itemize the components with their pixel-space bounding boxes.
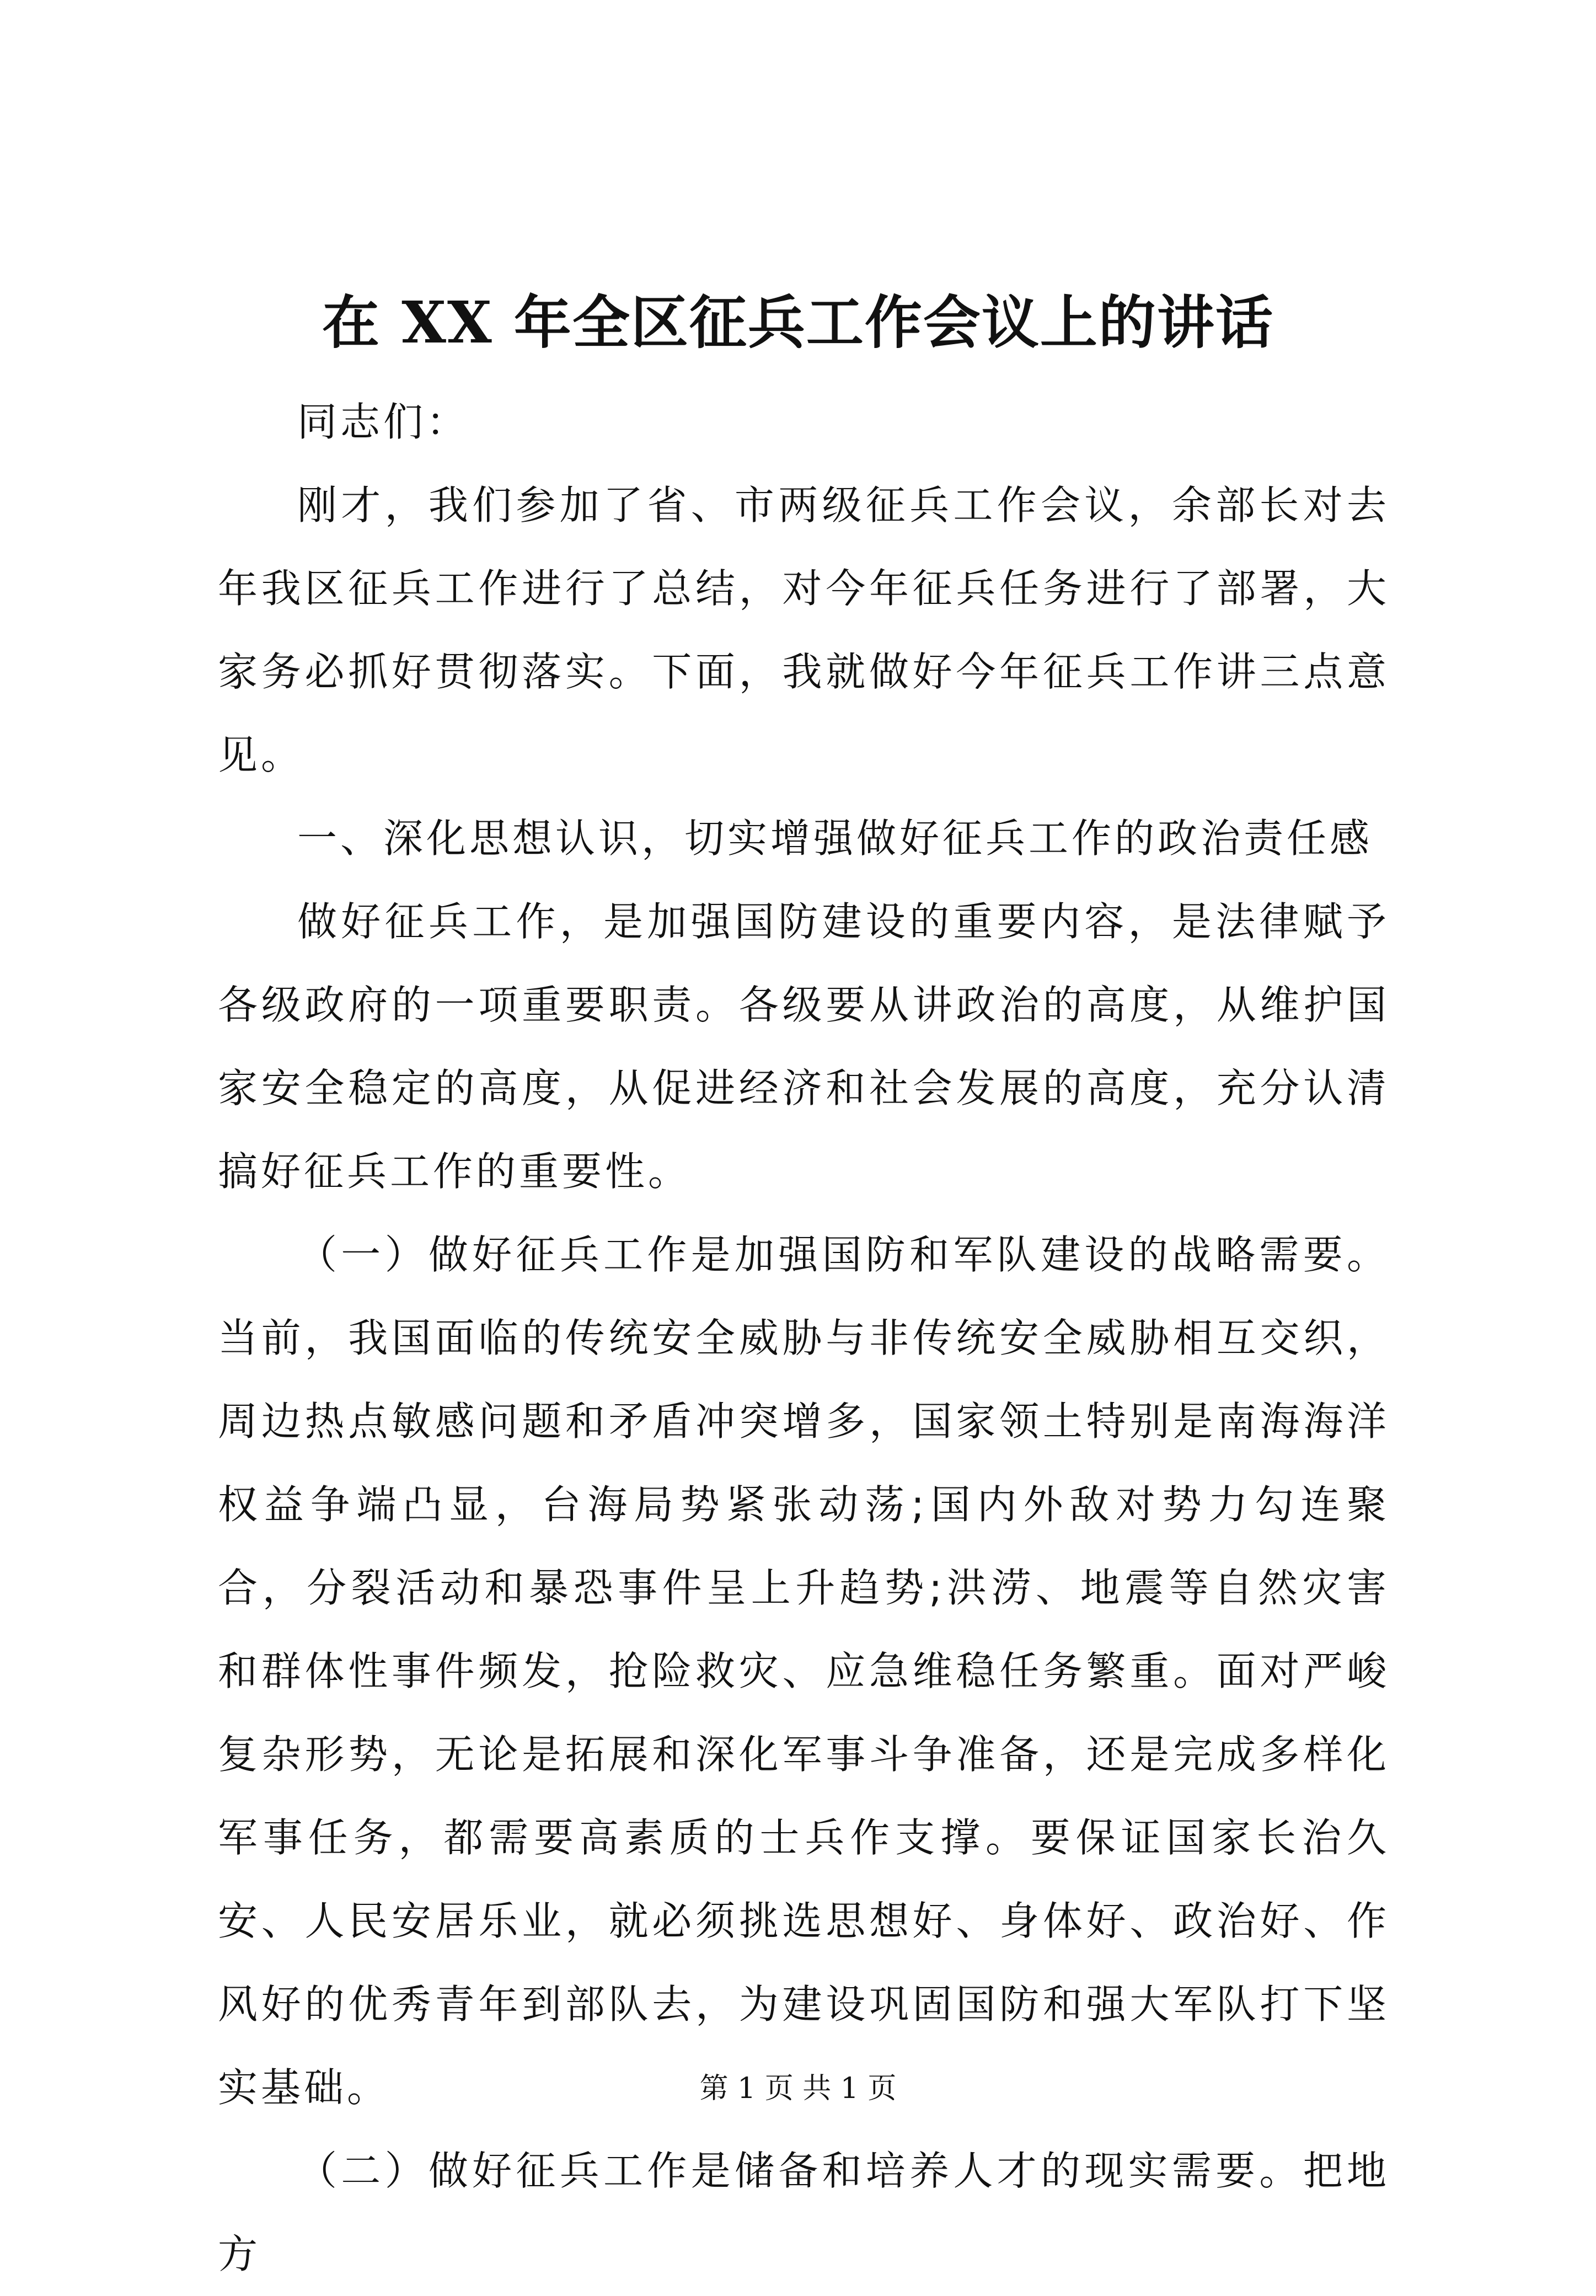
section-heading-1: 一、深化思想认识，切实增强做好征兵工作的政治责任感 bbox=[297, 815, 1373, 861]
paragraph-section-1: 做好征兵工作，是加强国防建设的重要内容，是法律赋予各级政府的一项重要职责。各级要从讲政治的高度，从维护国家安全稳定的高度，从促进经济和社会发展的高度，充分认清搞好征兵工作的重要性。 bbox=[218, 898, 1390, 1195]
document-body bbox=[218, 381, 1390, 2296]
page-footer: 第 1 页 共 1 页 bbox=[699, 2072, 897, 2105]
document-title: 在 XX 年全区征兵工作会议上的讲话 bbox=[322, 288, 1274, 356]
paragraph-subsection-2: （二）做好征兵工作是储备和培养人才的现实需要。把地方 bbox=[218, 2148, 1390, 2277]
paragraph-intro: 刚才，我们参加了省、市两级征兵工作会议，余部长对去年我区征兵工作进行了总结，对今年征兵任务进行了部署，大家务必抓好贯彻落实。下面，我就做好今年征兵工作讲三点意见。 bbox=[218, 482, 1390, 778]
greeting: 同志们： bbox=[297, 399, 470, 445]
paragraph-subsection-1: （一）做好征兵工作是加强国防和军队建设的战略需要。当前，我国面临的传统安全威胁与非传统安全威胁相互交织，周边热点敏感问题和矛盾冲突增多，国家领土特别是南海海洋权益争端凸显，台海局势紧张动荡;国内外敌对势力勾连聚合，分裂活动和暴恐事件呈上升趋势;洪涝、地震等自然灾害和群体性事件频发，抢险救灾、应急维稳任务繁重。面对严峻复杂形势，无论是拓展和深化军事斗争准备，还是完成多样化军事任务，都需要高素质的士兵作支撑。要保证国家长治久安、人民安居乐业，就必须挑选思想好、身体好、政治好、作风好的优秀青年到部队去，为建设巩固国防和强大军队打下坚实基础。 bbox=[218, 1232, 1390, 2111]
